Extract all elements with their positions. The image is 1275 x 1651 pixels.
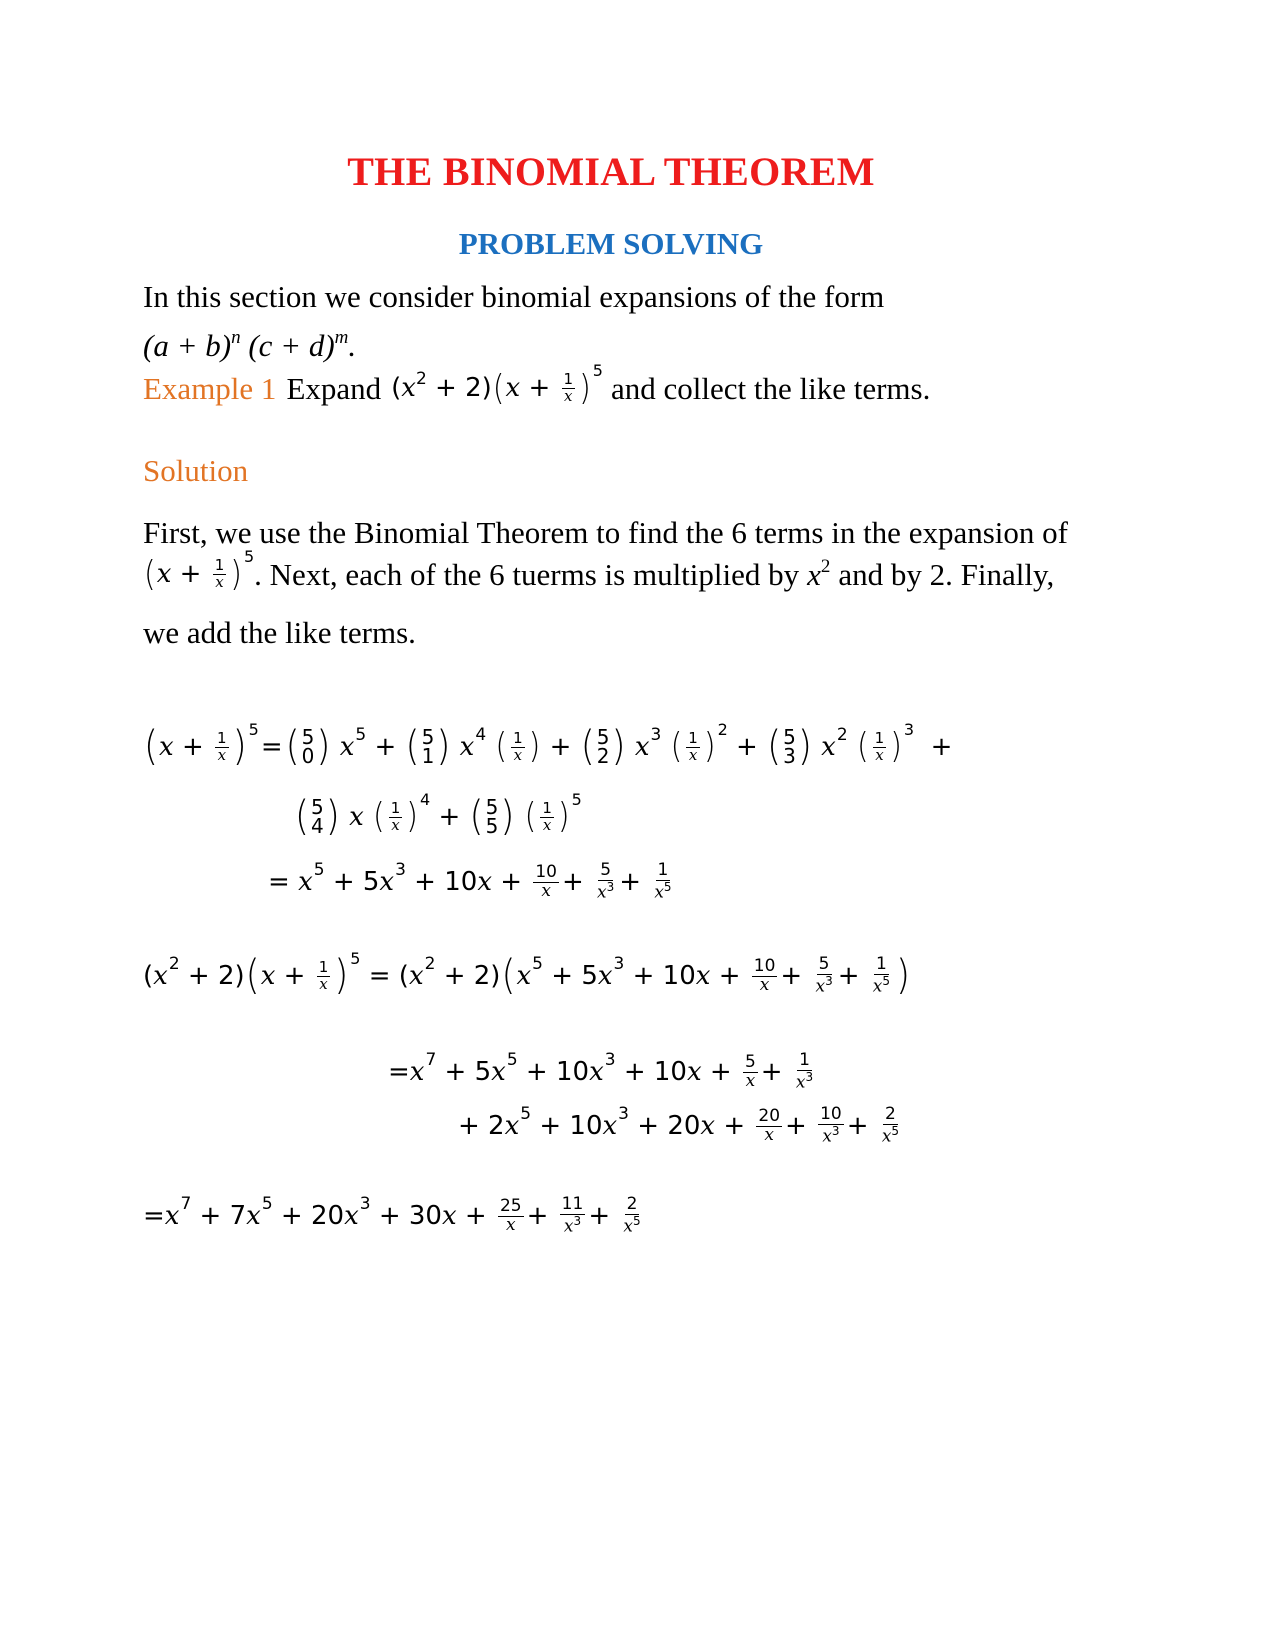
x-squared: $x^2$	[807, 556, 831, 592]
solution-paragraph-3: we add the like terms.	[143, 615, 416, 650]
equation-line-2: ( 5 4 ) x ( $\frac{1}{x}$ ) 4 + ( 5 5 ) ( $\frac{1}{x}$ ) 5	[295, 789, 582, 840]
solution-paragraph-2	[143, 547, 1055, 595]
equation-line-5: = x 7 + 5 x 5 + 10 x 3 + 10 x + $\frac{5}{x}$ + $\frac{1}{x^3}$	[388, 1050, 814, 1093]
example-text-before: Expand	[286, 371, 382, 406]
equation-line-3: = x 5 + 5 x 3 + 10 x + $\frac{10}{x}$ + $\frac{5}{x^3}$ + $\frac{1}{x^5}$	[268, 860, 672, 903]
solution-paragraph-1: First, we use the Binomial Theorem to find the 6 terms in the expansion of	[143, 515, 1068, 550]
example-expression: ( x 2 + 2) ( x + $\frac{1}{x}$ ) 5	[391, 361, 603, 409]
equation-line-6: + 2 x 5 + 10 x 3 + 20 x + $\frac{20}{x}$ + $\frac{10}{x^3}$ + $\frac{2}{x^5}$	[458, 1104, 900, 1147]
example-1	[143, 361, 931, 409]
equation-line-4: ( x 2 + 2) ( x + $\frac{1}{x}$ ) 5 = ( x 2 + 2) ( x 5 + 5 x 3 + 10 x + $\frac{10}{x}$ + $\frac{5}{x^3}$ + $\frac{1}{x^5}$ )	[143, 948, 911, 1000]
example-label: Example 1	[143, 371, 277, 406]
intro-line-1: In this section we consider binomial expansions of the form	[143, 279, 885, 314]
equation-line-7: = x 7 + 7 x 5 + 20 x 3 + 30 x + $\frac{25}{x}$ + $\frac{11}{x^3}$ + $\frac{2}{x^5}$	[143, 1194, 641, 1237]
page-title: THE BINOMIAL THEOREM	[347, 149, 875, 194]
expansion-target: ( x + $\frac{1}{x}$ ) 5	[144, 547, 255, 595]
solution-p2b-text: and by 2. Finally,	[838, 557, 1055, 592]
solution-heading: Solution	[143, 453, 249, 488]
equation-line-1: ( x + $\frac{1}{x}$ ) 5 = ( 5 0 ) x 5 + ( 5 1 ) x 4 ( $\frac{1}{x}$ ) + ( 5 2 ) x 3 ( $\frac{1}{x}$ ) 2 + ( 5 3 ) x 2 ( $\frac{1}{x}$ ) 3 +	[144, 719, 953, 770]
solution-p2-text: . Next, each of the 6 tuerms is multiplied by	[254, 557, 800, 592]
example-text-after: and collect the like terms.	[610, 371, 931, 406]
intro-line-2: $(a + b)^n$ $(c + d)^m$.	[143, 327, 357, 363]
page-subtitle: PROBLEM SOLVING	[458, 226, 764, 261]
